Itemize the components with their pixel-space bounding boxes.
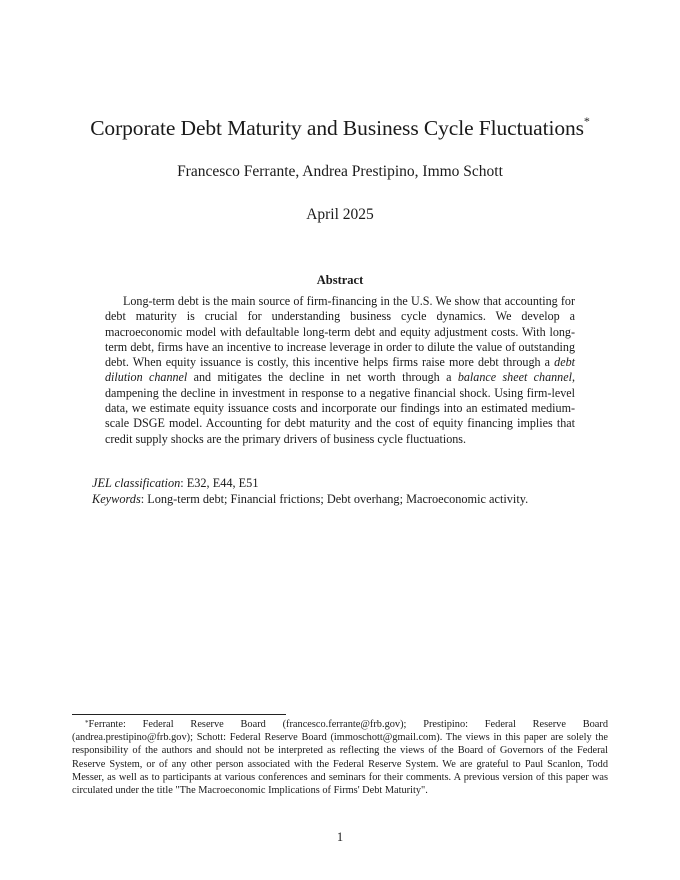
abstract-heading: Abstract (316, 273, 364, 287)
keywords (92, 492, 528, 507)
author-list: Francesco Ferrante, Andrea Prestipino, Immo Schott (177, 163, 503, 180)
page-number: 1 (336, 830, 344, 844)
keywords-list: : Long-term debt; Financial frictions; Debt overhang; Macroeconomic activity. (140, 492, 529, 506)
footnote-text: Ferrante: Federal Reserve Board (francesco.ferrante@frb.gov); Prestipino: Federal Reserve Board (andrea.prestipino@frb.gov); Schott: Federal Reserve Board (immoschott@gmail.com). The views in this paper are solely the responsibility of the authors and should not be interpreted as reflecting the views of the Board of Governors of the Federal Reserve System, or of any other person associated with the Federal Reserve System. We are grateful to Paul Scanlon, Todd Messer, as well as to participants at various conferences and seminars for their comments. A previous version of this paper was circulated under the title "The Macroeconomic Implications of Firms' Debt Maturity". (72, 719, 608, 797)
footnote-marker: * (85, 719, 89, 727)
abstract-italic-balance-sheet: balance sheet channel (457, 370, 572, 385)
jel-classification (92, 476, 258, 491)
keywords-label: Keywords (92, 492, 141, 506)
title-footnote-marker: * (583, 114, 590, 128)
footnote-divider (72, 714, 286, 715)
publication-date: April 2025 (306, 206, 374, 223)
abstract-italic-debt-dilution: debt dilution channel (105, 355, 575, 385)
jel-codes: : E32, E44, E51 (180, 476, 259, 490)
abstract-text-part-3: , dampening the decline in investment in response to a negative financial shock. Using firm-level data, we estimate equity issuance costs and incorporate our findings into an estimated medium-scale DSGE model. Accounting for debt maturity and the cost of equity financing implies that credit supply shocks are the primary drivers of business cycle fluctuations. (105, 370, 575, 446)
abstract-text-part-1: Long-term debt is the main source of firm-financing in the U.S. We show that accounting for debt maturity is crucial for understanding business cycle dynamics. We develop a macroeconomic model with defaultable long-term debt and equity adjustment costs. With long-term debt, firms have an incentive to increase leverage in order to dilute the value of outstanding debt. When equity issuance is costly, this incentive helps firms raise more debt through a (105, 294, 575, 370)
author-footnote (72, 718, 608, 797)
abstract-body (105, 294, 575, 447)
abstract-text-part-2: and mitigates the decline in net worth through a (187, 370, 458, 385)
paper-title-text: Corporate Debt Maturity and Business Cycle Fluctuations (90, 116, 584, 140)
jel-label: JEL classification (92, 476, 181, 490)
paper-title (0, 116, 680, 141)
